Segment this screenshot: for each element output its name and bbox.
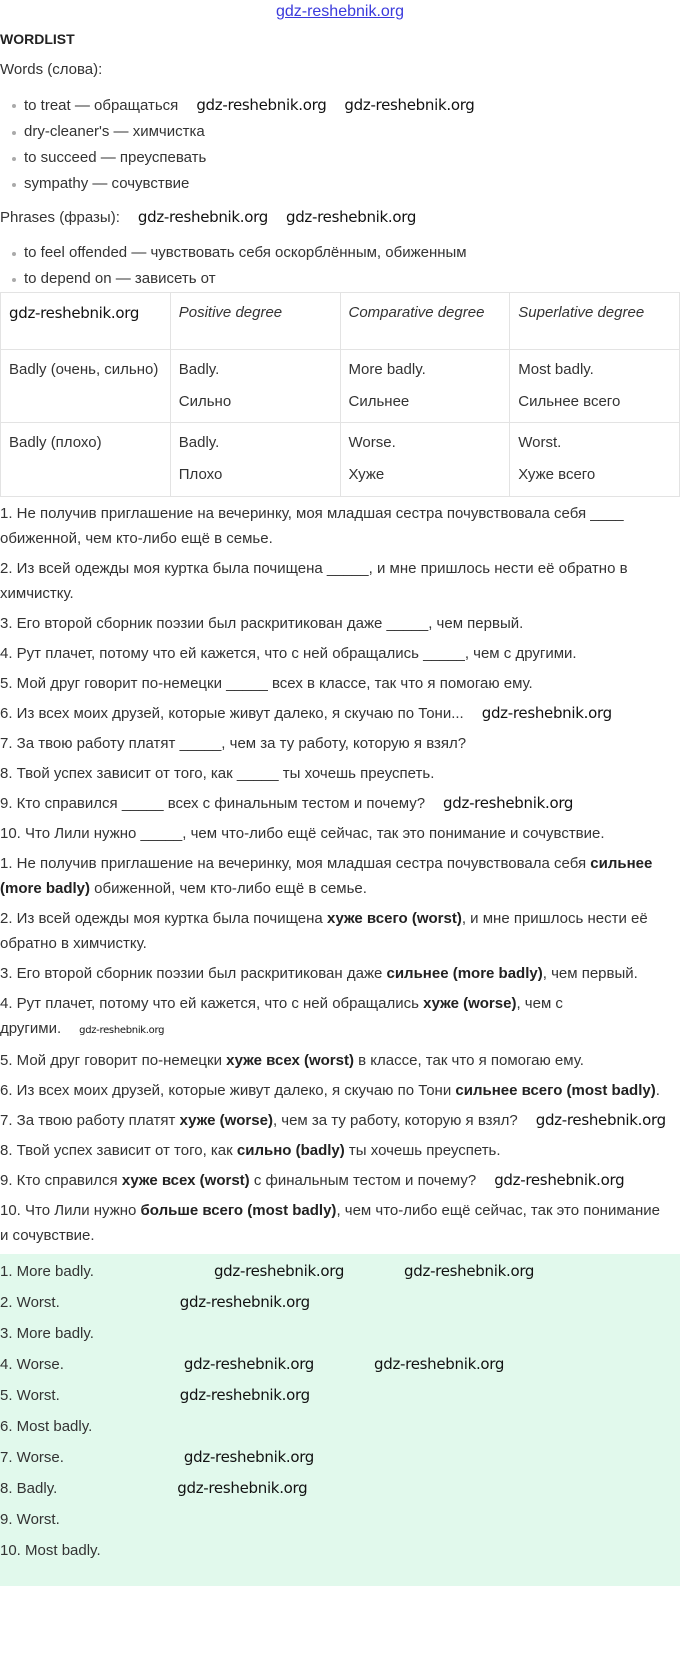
sentence-text: 5. Мой друг говорит по-немецки _____ всех в классе, так что я помогаю ему. (0, 675, 533, 692)
answer-text: 6. Most badly. (0, 1418, 93, 1435)
list-item: to feel offended — чувствовать себя оскорблённым, обиженным (24, 240, 670, 266)
watermark-text: gdz-reshebnik.org (535, 1111, 666, 1129)
table-cell (170, 423, 340, 497)
table-cell (510, 350, 680, 423)
solved-sentence (0, 991, 670, 1043)
phrases-label-row (0, 205, 670, 230)
answer-text: 8. Badly. (0, 1480, 58, 1497)
sentence-text: 2. Из всей одежды моя куртка была почищена (0, 910, 327, 927)
sentence-text: 2. Из всей одежды моя куртка была почищена _____, и мне пришлось нести её обратно в химчистку. (0, 560, 628, 602)
solved-sentence (0, 1108, 670, 1133)
solved-sentence (0, 1078, 670, 1103)
sentence-text: , чем с другими. (0, 995, 563, 1037)
answer-item (0, 1411, 680, 1442)
answer-item (0, 1504, 680, 1535)
cell-text: Badly (очень, сильно) (9, 361, 159, 378)
sentence-text: 9. Кто справился (0, 1172, 122, 1189)
cell-translation: Хуже (348, 466, 385, 483)
exercise-sentence (0, 701, 670, 726)
answer-text: 10. Most badly. (0, 1542, 101, 1559)
answer-item (0, 1473, 680, 1504)
sentence-text: 3. Его второй сборник поэзии был раскритикован даже _____, чем первый. (0, 615, 524, 632)
exercise-sentence (0, 641, 670, 666)
solved-sentence (0, 851, 670, 901)
answer-highlight: больше всего (most badly) (140, 1202, 337, 1219)
watermark-text: gdz-reshebnik.org (285, 208, 417, 226)
watermark-text: gdz-reshebnik.org (183, 1448, 315, 1466)
sentence-text: в классе, так что я помогаю ему. (353, 1052, 584, 1069)
watermark-text: gdz-reshebnik.org (79, 1025, 165, 1036)
exercise-sentence (0, 821, 670, 846)
cell-translation: Сильнее всего (518, 393, 621, 410)
answer-highlight: сильнее (more badly) (386, 965, 543, 982)
list-item: sympathy — сочувствие (24, 171, 670, 197)
answers-box (0, 1254, 680, 1586)
answer-highlight: сильнее всего (most badly) (455, 1082, 656, 1099)
phrases-label: Phrases (фразы): (0, 209, 120, 226)
exercise-sentence (0, 731, 670, 756)
answer-highlight: сильнее (more badly) (0, 855, 653, 897)
answer-text: 5. Worst. (0, 1387, 60, 1404)
table-cell (340, 423, 510, 497)
answer-text: 7. Worse. (0, 1449, 64, 1466)
answer-item (0, 1442, 680, 1473)
watermark-text: gdz-reshebnik.org (179, 1293, 310, 1311)
cell-text: Badly. (178, 361, 220, 378)
table-header: Superlative degree (510, 293, 680, 350)
watermark-text: gdz-reshebnik.org (9, 304, 140, 322)
sentence-text: 4. Рут плачет, потому что ей кажется, что с ней обращались (0, 995, 424, 1012)
exercise-sentences (0, 501, 670, 846)
table-header (1, 293, 171, 350)
sentence-text: 10. Что Лили нужно _____, чем что-либо ещё сейчас, так это понимание и сочувствие. (0, 825, 605, 842)
watermark-text: gdz-reshebnik.org (344, 96, 475, 114)
list-item-text: to treat — обращаться (24, 97, 179, 114)
solved-sentence (0, 1168, 670, 1193)
list-item (24, 92, 670, 119)
page-title: WORDLIST (0, 31, 75, 47)
words-list (0, 92, 670, 197)
sentence-text: 7. За твою работу платят _____, чем за ту работу, которую я взял? (0, 735, 467, 752)
answer-text: 4. Worse. (0, 1356, 64, 1373)
answer-highlight: хуже всех (worst) (226, 1052, 354, 1069)
answer-text: 3. More badly. (0, 1325, 94, 1342)
cell-text: Worse. (348, 434, 396, 451)
watermark-text: gdz-reshebnik.org (404, 1262, 535, 1280)
sentence-text: 4. Рут плачет, потому что ей кажется, что с ней обращались _____, чем с другими. (0, 645, 577, 662)
answer-highlight: хуже (worse) (423, 995, 517, 1012)
sentence-text: , чем за ту работу, которую я взял? (272, 1112, 518, 1129)
sentence-text: 8. Твой успех зависит от того, как (0, 1142, 237, 1159)
answer-item (0, 1287, 680, 1318)
sentence-text: 8. Твой успех зависит от того, как _____ ты хочешь преуспеть. (0, 765, 435, 782)
sentence-text: обиженной, чем кто-либо ещё в семье. (90, 880, 367, 897)
answer-highlight: хуже всех (worst) (121, 1172, 250, 1189)
watermark-text: gdz-reshebnik.org (481, 704, 612, 722)
sentence-text: , и мне пришлось нести её обратно в химчистку. (0, 910, 648, 952)
table-cell (170, 350, 340, 423)
answer-item (0, 1380, 680, 1411)
solved-sentence (0, 1138, 670, 1163)
answer-item (0, 1349, 680, 1380)
solved-sentence (0, 906, 670, 956)
solved-sentence (0, 1048, 670, 1073)
answer-highlight: сильно (badly) (236, 1142, 345, 1159)
exercise-sentence (0, 671, 670, 696)
table-header: Comparative degree (340, 293, 510, 350)
answer-highlight: хуже всего (worst) (326, 910, 462, 927)
exercise-sentence (0, 501, 670, 551)
answer-item (0, 1318, 680, 1349)
wordlist-content (0, 28, 670, 1248)
cell-translation: Плохо (178, 466, 223, 483)
phrases-list (0, 240, 670, 292)
cell-text: More badly. (348, 361, 426, 378)
cell-text: Worst. (518, 434, 562, 451)
list-item: to succeed — преуспевать (24, 145, 670, 171)
cell-translation: Хуже всего (518, 466, 596, 483)
cell-text: Most badly. (518, 361, 594, 378)
sentence-text: 6. Из всех моих друзей, которые живут далеко, я скучаю по Тони... (0, 705, 464, 722)
solved-sentences (0, 851, 670, 1248)
answer-item (0, 1256, 680, 1287)
sentence-text: 1. Не получив приглашение на вечеринку, моя младшая сестра почувствовала себя ____ обиженной, чем кто-либо ещё в семье. (0, 505, 624, 547)
sentence-text: 5. Мой друг говорит по-немецки (0, 1052, 227, 1069)
table-header-row (1, 293, 680, 350)
sentence-text: 6. Из всех моих друзей, которые живут далеко, я скучаю по Тони (0, 1082, 456, 1099)
sentence-text: 10. Что Лили нужно (0, 1202, 141, 1219)
watermark-text: gdz-reshebnik.org (177, 1479, 308, 1497)
words-label: Words (слова): (0, 61, 103, 78)
cell-text: Badly (плохо) (9, 434, 102, 451)
cell-translation: Сильнее (348, 393, 410, 410)
table-row (1, 423, 680, 497)
watermark-text: gdz-reshebnik.org (137, 208, 268, 226)
exercise-sentence (0, 761, 670, 786)
table-cell (510, 423, 680, 497)
degrees-table (0, 292, 680, 497)
answer-highlight: хуже (worse) (179, 1112, 273, 1129)
table-row (1, 350, 680, 423)
sentence-text: с финальным тестом и почему? (249, 1172, 477, 1189)
exercise-sentence (0, 556, 670, 606)
sentence-text: 9. Кто справился _____ всех с финальным тестом и почему? (0, 795, 426, 812)
exercise-sentence (0, 791, 670, 816)
watermark-text: gdz-reshebnik.org (374, 1355, 505, 1373)
watermark-text: gdz-reshebnik.org (494, 1171, 625, 1189)
sentence-text: ты хочешь преуспеть. (344, 1142, 501, 1159)
solved-sentence (0, 961, 670, 986)
list-item: dry-cleaner's — химчистка (24, 119, 670, 145)
solved-sentence (0, 1198, 670, 1248)
watermark-text: gdz-reshebnik.org (213, 1262, 345, 1280)
watermark-text: gdz-reshebnik.org (183, 1355, 315, 1373)
watermark-text: gdz-reshebnik.org (196, 96, 327, 114)
table-cell (340, 350, 510, 423)
table-header: Positive degree (170, 293, 340, 350)
list-item: to depend on — зависеть от (24, 266, 670, 292)
site-watermark-link[interactable]: gdz-reshebnik.org (275, 3, 405, 20)
exercise-sentence (0, 611, 670, 636)
watermark-text: gdz-reshebnik.org (179, 1386, 310, 1404)
sentence-text: 3. Его второй сборник поэзии был раскритикован даже (0, 965, 387, 982)
answer-text: 9. Worst. (0, 1511, 60, 1528)
answer-text: 2. Worst. (0, 1294, 60, 1311)
watermark-text: gdz-reshebnik.org (443, 794, 574, 812)
answer-item (0, 1535, 680, 1566)
sentence-text: 7. За твою работу платят (0, 1112, 180, 1129)
sentence-text: , чем что-либо ещё сейчас, так это понимание и сочувствие. (0, 1202, 660, 1244)
sentence-text: 1. Не получив приглашение на вечеринку, моя младшая сестра почувствовала себя (0, 855, 591, 872)
cell-translation: Сильно (178, 393, 232, 410)
sentence-text: , чем первый. (542, 965, 638, 982)
table-cell (1, 423, 171, 497)
cell-text: Badly. (178, 434, 220, 451)
sentence-text: . (655, 1082, 660, 1099)
answer-text: 1. More badly. (0, 1263, 94, 1280)
table-cell (1, 350, 171, 423)
